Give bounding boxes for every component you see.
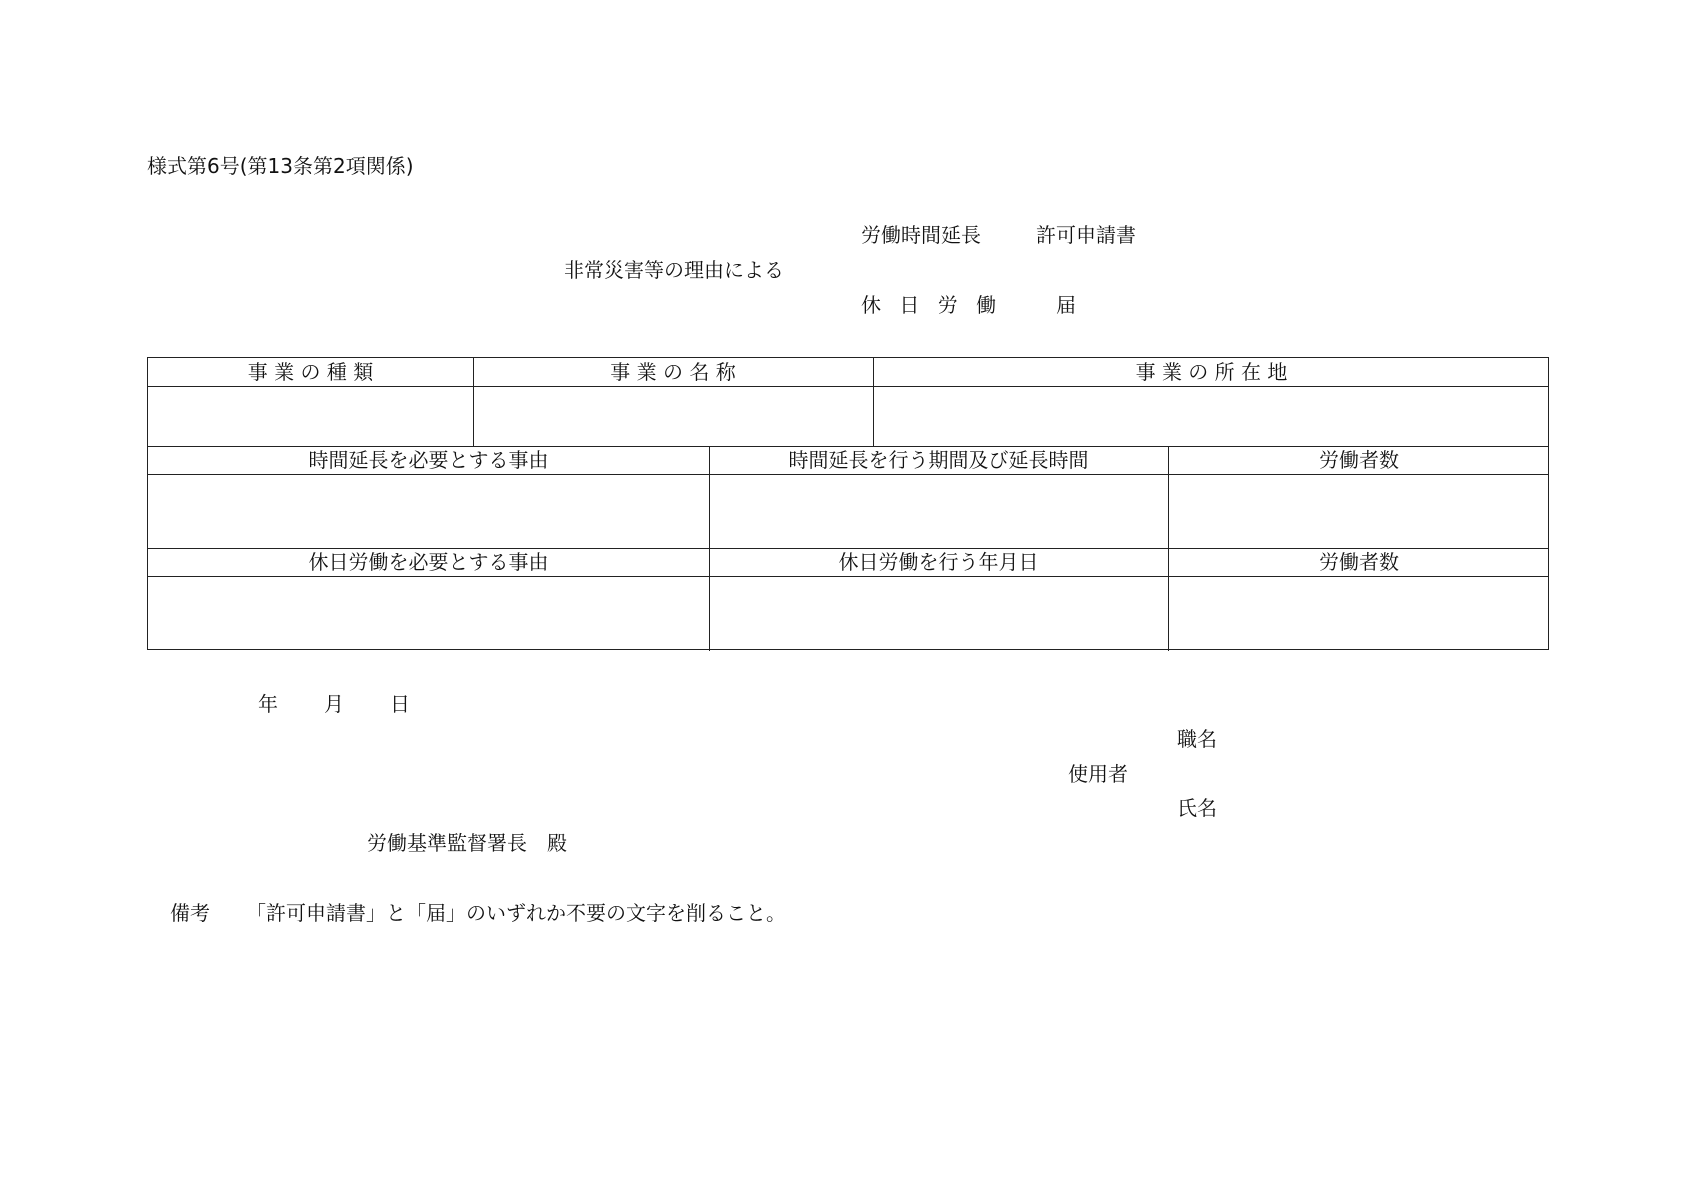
title-notification: 届	[1056, 293, 1076, 317]
holiday-reason-field[interactable]	[148, 577, 709, 650]
header-holiday-reason: 休日労働を必要とする事由	[308, 550, 549, 574]
overtime-reason-field[interactable]	[148, 475, 709, 548]
date-month: 月	[324, 692, 344, 716]
employer-job-title-label: 職名	[1177, 727, 1217, 751]
date-day: 日	[390, 692, 410, 716]
header-holiday-worker-count: 労働者数	[1319, 550, 1399, 574]
holiday-worker-count-field[interactable]	[1169, 577, 1550, 650]
addressee: 労働基準監督署長 殿	[367, 831, 567, 855]
title-permit-application: 許可申請書	[1036, 223, 1136, 247]
header-holiday-date: 休日労働を行う年月日	[838, 550, 1039, 574]
note-label: 備考	[170, 901, 210, 925]
header-overtime-worker-count: 労働者数	[1319, 448, 1399, 472]
business-name-field[interactable]	[474, 387, 873, 446]
header-business-name: 事 業 の 名 称	[610, 360, 736, 384]
header-overtime-period: 時間延長を行う期間及び延長時間	[788, 448, 1089, 472]
application-form-table	[147, 357, 1549, 650]
employer-name-label: 氏名	[1177, 796, 1217, 820]
business-type-field[interactable]	[148, 387, 473, 446]
business-location-field[interactable]	[874, 387, 1550, 446]
title-overtime: 労働時間延長	[861, 223, 981, 247]
overtime-worker-count-field[interactable]	[1169, 475, 1550, 548]
employer-label: 使用者	[1068, 762, 1128, 786]
header-business-type: 事 業 の 種 類	[247, 360, 374, 384]
date-year: 年	[258, 692, 278, 716]
title-holiday-work: 休 日 労 働	[861, 293, 1003, 317]
form-number: 様式第6号(第13条第2項関係)	[147, 154, 414, 178]
header-business-location: 事 業 の 所 在 地	[1135, 360, 1288, 384]
note-text: 「許可申請書」と「届」のいずれか不要の文字を削ること。	[246, 901, 786, 925]
holiday-date-field[interactable]	[710, 577, 1168, 650]
title-prefix: 非常災害等の理由による	[564, 258, 784, 282]
overtime-period-field[interactable]	[710, 475, 1168, 548]
header-overtime-reason: 時間延長を必要とする事由	[308, 448, 549, 472]
